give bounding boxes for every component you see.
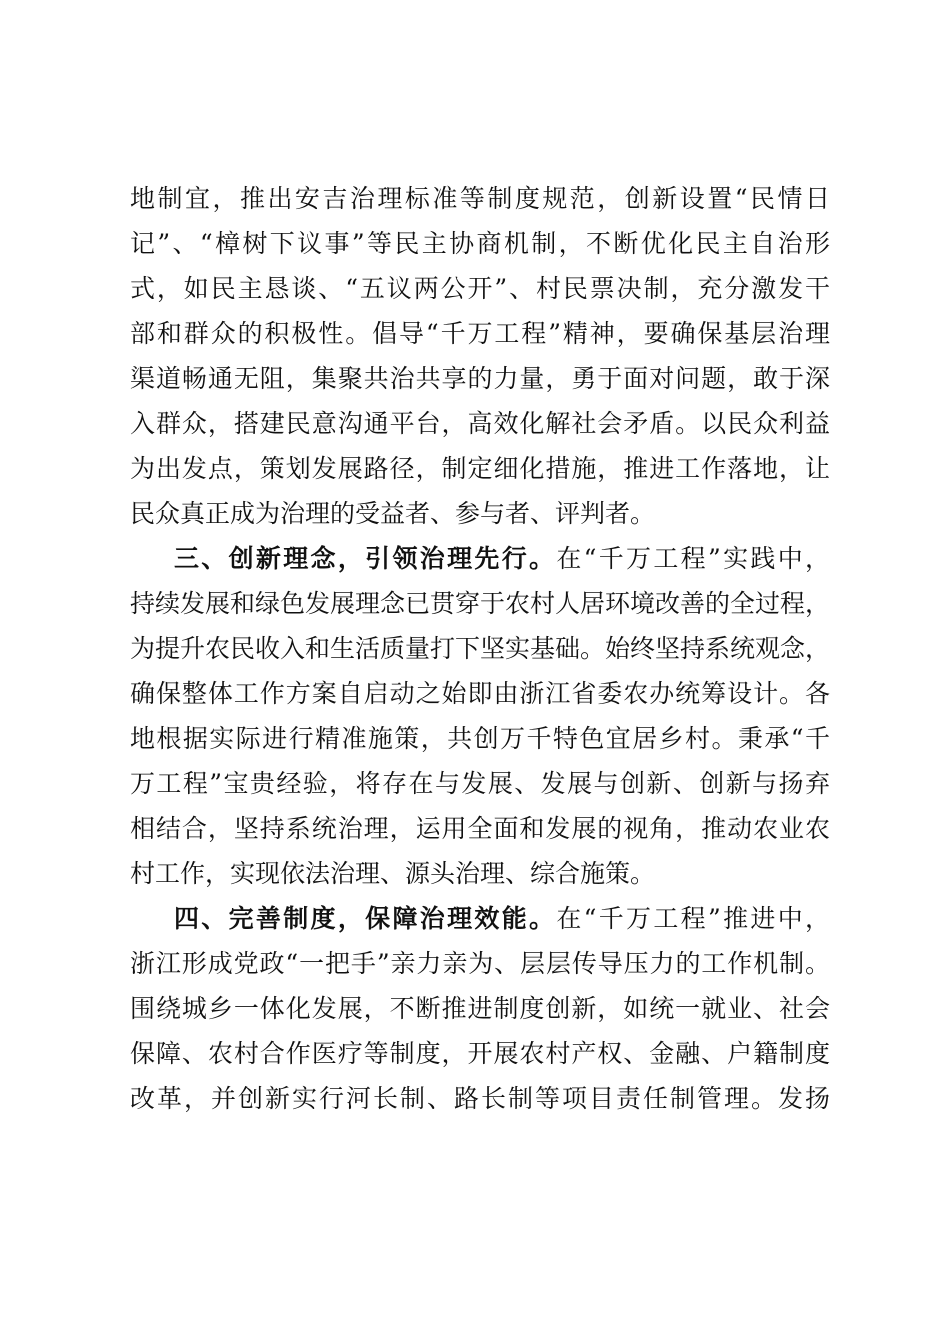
paragraph-line: 地制宜，推出安吉治理标准等制度规范，创新设置“民情日 — [130, 184, 830, 213]
document-body — [130, 176, 830, 1121]
paragraph-line: 渠道畅通无阻，集聚共治共享的力量，勇于面对问题，敢于深 — [130, 364, 830, 393]
paragraph-line: 部和群众的积极性。倡导“千万工程”精神，要确保基层治理 — [130, 319, 830, 348]
paragraph-line: 围绕城乡一体化发展，不断推进制度创新，如统一就业、社会 — [130, 994, 830, 1023]
paragraph-line: 村工作，实现依法治理、源头治理、综合施策。 — [130, 859, 656, 888]
paragraph-1 — [130, 176, 830, 536]
paragraph-3 — [130, 896, 830, 1121]
paragraph-first-line — [130, 536, 830, 581]
paragraph-line: 记”、“樟树下议事”等民主协商机制，不断优化民主自治形 — [130, 229, 830, 258]
paragraph-line: 式，如民主恳谈、“五议两公开”、村民票决制，充分激发干 — [130, 274, 830, 303]
paragraph-line: 确保整体工作方案自启动之始即由浙江省委农办统筹设计。各 — [130, 679, 830, 708]
paragraph-line: 入群众，搭建民意沟通平台，高效化解社会矛盾。以民众利益 — [130, 409, 830, 438]
paragraph-line: 浙江形成党政“一把手”亲力亲为、层层传导压力的工作机制。 — [130, 949, 830, 978]
paragraph-text: 在“千万工程”推进中， — [556, 904, 830, 933]
paragraph-line: 持续发展和绿色发展理念已贯穿于农村人居环境改善的全过程， — [130, 589, 831, 618]
paragraph-line: 保障、农村合作医疗等制度，开展农村产权、金融、户籍制度 — [130, 1039, 830, 1068]
section-heading: 三、创新理念，引领治理先行。 — [174, 544, 557, 573]
paragraph-line: 民众真正成为治理的受益者、参与者、评判者。 — [130, 499, 656, 528]
paragraph-text: 在“千万工程”实践中， — [556, 544, 830, 573]
paragraph-line: 改革，并创新实行河长制、路长制等项目责任制管理。发扬 — [130, 1084, 830, 1113]
paragraph-line: 相结合，坚持系统治理，运用全面和发展的视角，推动农业农 — [130, 814, 830, 843]
paragraph-line: 万工程”宝贵经验，将存在与发展、发展与创新、创新与扬弃 — [130, 769, 830, 798]
paragraph-line: 为出发点，策划发展路径，制定细化措施，推进工作落地，让 — [130, 454, 830, 483]
paragraph-line: 地根据实际进行精准施策，共创万千特色宜居乡村。秉承“千 — [130, 724, 830, 753]
section-heading: 四、完善制度，保障治理效能。 — [174, 904, 557, 933]
paragraph-line: 为提升农民收入和生活质量打下坚实基础。始终坚持系统观念， — [130, 634, 831, 663]
paragraph-first-line — [130, 896, 830, 941]
paragraph-2 — [130, 536, 830, 896]
